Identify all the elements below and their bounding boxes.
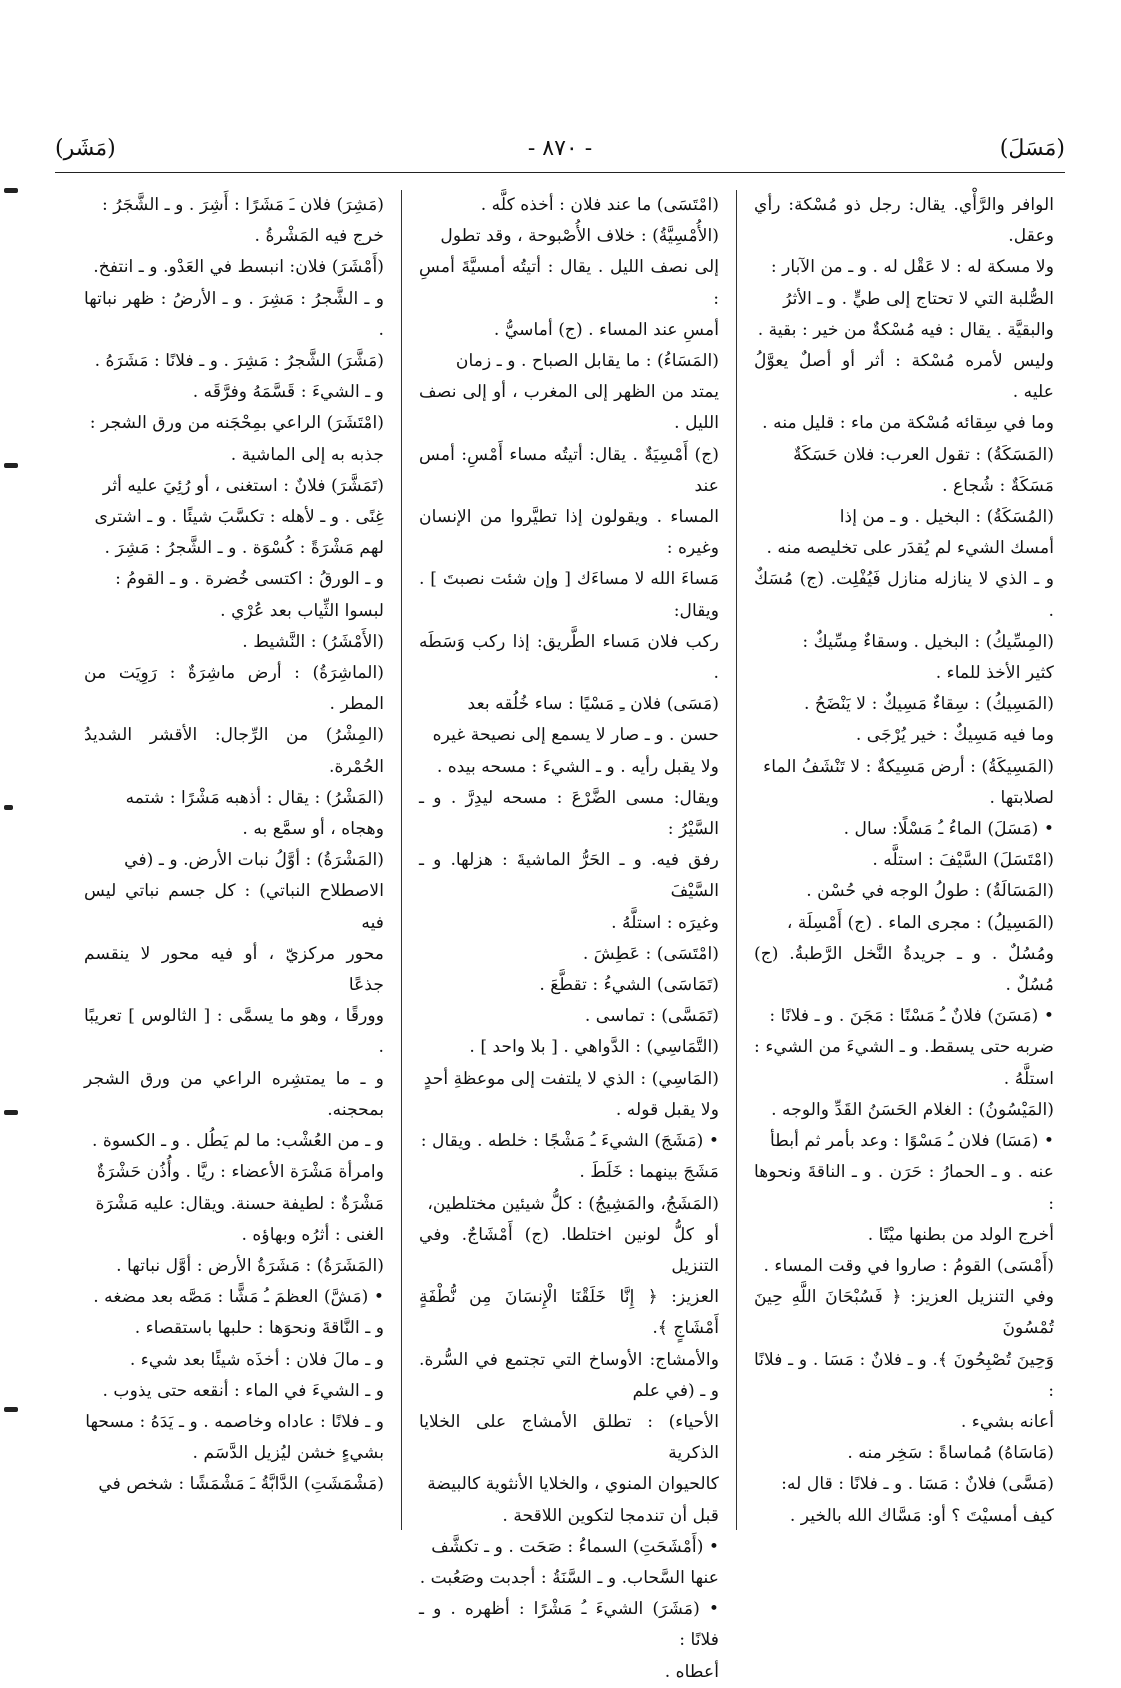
header-right-keyword: (مَسَلَ) <box>999 135 1065 161</box>
entry-line: وورقًا ، وهو ما يسمَّى : [ الثالوس ] تعريبًا . <box>84 1006 384 1058</box>
entry-line: و ـ الورقُ : اكتسى خُضرة . و ـ القومُ : <box>115 569 384 590</box>
entry-line: الأحياء) : تطلق الأمشاج على الخلايا الذكرية <box>419 1411 719 1464</box>
entry-line: أو كلُّ لونين اختلطا. (ج) أَمْشَاجٌ. وفي التنزيل <box>419 1224 719 1276</box>
entry-line: • (مَشَرَ) الشيءَ ـُ مَشْرًا : أظهره . و ـ فلانًا : <box>419 1599 719 1651</box>
entry-line: (المَسِيكَةُ) : أرض مَسِيكةٌ : لا تَنْشَفُ الماء <box>763 756 1054 777</box>
entry-line: ومُسُلٌ . و ـ جريدةُ النَّخل الرَّطبةُ. (ج) مُسُلٌ . <box>754 943 1054 996</box>
entry-line: (المِشْرُ) من الرِّجال: الأقشر الشديدُ الحُمْرة. <box>84 725 384 777</box>
entry-line: (ج) أَمْسِيَةٌ . يقال: أتيتُه مساء أَمْسِ: أمس عند <box>419 444 719 496</box>
entry-line: لصلابتها . <box>989 787 1054 808</box>
header-rule <box>55 172 1065 173</box>
entry-line: الاصطلاح النباتي) : كل جسم نباتي ليس فيه <box>84 881 384 933</box>
entry-line: (تَمَسَّى) : تماسى . <box>584 1006 719 1027</box>
entry-line: وليس لأمره مُسْكة : أثر أو أصلٌ يعوَّلُ عليه . <box>754 351 1054 403</box>
entry-line: (المَسَاءُ) : ما يقابل الصباح . و ـ زمان <box>455 351 719 372</box>
entry-line: و ـ ما يمتشِره الراعي من ورق الشجر بمحجنه. <box>84 1068 384 1120</box>
entry-line: ضربه حتى يسقط. و ـ الشيءَ من الشيء : استلَّهُ . <box>754 1037 1054 1089</box>
entry-line: ولا يقبل قوله . <box>615 1099 719 1120</box>
entry-line: (المَسِيكُ) : سِقاءٌ مَسِيكٌ : لا يَنْضَحُ . <box>803 694 1054 715</box>
entry-line: أعطاه . <box>664 1661 719 1682</box>
entry-line: • (مَسَلَ) الماءُ ـُ مَسْلًا: سال . <box>843 819 1054 840</box>
entry-line: الصُّلبة التي لا تحتاج إلى طيٍّ . و ـ الأثرُ <box>783 288 1054 309</box>
entry-line: وما في سِقائه مُسْكة من ماء : قليل منه . <box>762 413 1054 434</box>
margin-mark <box>4 1407 18 1412</box>
entry-line: حسن . و ـ صار لا يسمع إلى نصيحة غيره <box>432 725 719 746</box>
entry-line: قبل أن تندمجا لتكوين اللاقحة . <box>502 1505 719 1526</box>
entry-line: يمتد من الظهر إلى المغرب ، أو إلى نصف الليل . <box>419 382 719 434</box>
entry-line: (المُسَكَةُ) : البخيل . و ـ من إذا <box>839 507 1054 528</box>
entry-line: الوافر والرَّأْي. يقال: رجل ذو مُسْكة: رأي وعقل. <box>754 195 1054 247</box>
column-right <box>746 190 1062 1530</box>
entry-line: (المَشَجُ، والمَشِيجُ) : كلُّ شيئين مختلطين، <box>427 1193 719 1214</box>
entry-line: و ـ الشيءَ : قَسَّمَهُ وفرَّقَه . <box>192 382 384 403</box>
entry-line: و ـ الشيءَ في الماء : أنقعه حتى يذوب . <box>102 1380 384 1401</box>
entry-line: وفي التنزيل العزيز: ﴿ فَسُبْحَانَ اللَّهِ حِينَ تُمْسُونَ <box>754 1287 1054 1339</box>
entry-line: أمسِ عند المساء . (ج) أماسيُّ . <box>493 319 719 340</box>
entry-line: • (مَسَا) فلان ـُ مَسْوًا : وعد بأمر ثم أبطأ <box>769 1131 1054 1152</box>
entry-line: (المَيْسُونُ) : الغلام الحَسَنُ القَدِّ والوجه . <box>771 1099 1054 1120</box>
header-left-keyword: (مَشَر) <box>55 135 116 161</box>
entry-line: وغيرَه : استلَّهُ . <box>611 912 719 933</box>
entry-line: عنه . و ـ الحمارُ : حَرَن . و ـ الناقةَ ونحوها : <box>754 1162 1054 1214</box>
entry-line: (المَشْرُ) : يقال : أذهبه مَشْرًا : شتمه <box>125 787 384 808</box>
entry-line: خرج فيه المَشْرةُ . <box>254 226 384 247</box>
entry-line: و ـ الشَّجرُ : مَشِرَ . و ـ الأرضُ : ظهر نباتها . <box>84 288 384 340</box>
margin-mark <box>4 188 18 193</box>
entry-line: عنها السَّحاب. و ـ السَّنَةُ : أجدبت وصَعُبت . <box>419 1567 719 1588</box>
entry-line: (مَشْمَشَتِ) الدَّابَّةُ ـَ مَشْمَشًا : شخص في <box>98 1474 384 1495</box>
entry-line: والأمشاج: الأوساخ التي تجتمع في السُّرة. و ـ (في علم <box>419 1349 719 1401</box>
entry-line: محور مركزيّ ، أو فيه محور لا ينقسم جذعًا <box>84 943 384 996</box>
entry-line: لهم مَشْرَةً : كُسْوَة . و ـ الشَّجرُ : مَشِرَ . <box>104 538 384 559</box>
entry-line: مَسَكَةٌ : شُجاع . <box>942 475 1054 496</box>
entry-line: وامرأة مَشْرَة الأعضاء : ريَّا . وأُذُن حَشْرَةٌ <box>96 1162 384 1183</box>
entry-line: (مَسَّى) فلانٌ : مَسَا . و ـ فلانًا : قال له: <box>781 1474 1054 1495</box>
entry-line: (امْتَسَى) ما عند فلان : أخذه كلَّه . <box>480 195 719 215</box>
entry-line: (المَشْرَةُ) : أوَّلُ نبات الأرض. و ـ (في <box>124 850 384 871</box>
entry-line: أعانه بشيء . <box>960 1411 1054 1432</box>
entry-line: (أَمْسَى) القومُ : صاروا في وقت المساء . <box>763 1255 1054 1276</box>
entry-line: كالحيوان المنوي ، والخلايا الأنثوية كالبيضة <box>427 1474 719 1495</box>
entry-line: (تَمَشَّرَ) فلانٌ : استغنى ، أو رُئِيَ عليه أثر <box>102 475 384 496</box>
entry-line: و ـ الذي لا ينازله منازل فَيُفْلِت. (ج) مُسَكٌ . <box>754 569 1054 621</box>
entry-line: و ـ فلانًا : عاداه وخاصمه . و ـ يَدَهُ : مسحها <box>85 1411 384 1432</box>
entry-line: أمسك الشيء لم يُقدَر على تخليصه منه . <box>766 538 1054 559</box>
entry-line: غِنًى . و ـ لأهله : تكسَّبَ شيئًا . و ـ اشترى <box>94 507 384 528</box>
entry-line: (مَاسَاهُ) مُماساةً : سَخِر منه . <box>847 1443 1054 1464</box>
entry-line: (تَمَاسَى) الشيءُ : تقطَّعَ . <box>539 975 719 996</box>
entry-line: (المَشَرَةُ) : مَشَرَةُ الأرض : أوَّل نباتها . <box>116 1255 384 1276</box>
column-divider <box>401 190 402 1530</box>
margin-mark <box>4 1110 18 1115</box>
entry-line: (امْتَسَى) : عَطِشَ . <box>582 943 719 964</box>
entry-line: مَساءَ الله لا مساءَك [ وإن شئت نصبتَ ] . ويقال: <box>419 569 719 621</box>
entry-line: العزيز: ﴿ إِنَّا خَلَقْنَا الْإِنسَانَ مِن نُّطْفَةٍ أَمْشَاجٍ ﴾. <box>419 1287 719 1339</box>
text-columns <box>62 190 1062 1682</box>
entry-line: (مَشِرَ) فلان ـَ مَشَرًا : أَشِرَ . و ـ الشَّجَرُ : <box>102 195 384 215</box>
page-header <box>55 126 1065 170</box>
entry-line: كيف أمسيْتَ ؟ أو: مَسَّاك الله بالخير . <box>789 1505 1054 1526</box>
entry-line: رفق فيه. و ـ الحَرُّ الماشيةَ : هزلها. و ـ السَّيْفَ <box>419 850 719 902</box>
entry-line: ولا مسكة له : لا عَقْل له . و ـ من الآبار : <box>770 257 1054 278</box>
entry-line: (امْتَسَلَ) السَّيْفَ : استلَّه . <box>872 850 1054 871</box>
entry-line: • (مَسَنَ) فلانٌ ـُ مَسْنًا : مَجَنَ . و ـ فلانًا : <box>769 1006 1054 1027</box>
entry-line: أخرج الولد من بطنها ميْتًا . <box>867 1224 1054 1245</box>
entry-line: (الأَمْشَرُ) : النَّشيط . <box>242 631 384 652</box>
entry-line: بشيءٍ خشن ليُزيل الدَّسَم . <box>192 1443 384 1464</box>
entry-line: ركب فلان مَساء الطَّريق: إذا ركب وَسَطَه . <box>419 631 719 684</box>
column-left <box>76 190 392 1530</box>
entry-line: (أَمْشَرَ) فلان: انبسط في العَدْو. و ـ انتفخ. <box>93 257 384 278</box>
column-divider <box>736 190 737 1530</box>
entry-line: (المَسِيلُ) : مجرى الماء . (ج) أَمْسِلَة ، <box>786 912 1054 933</box>
entry-line: و ـ النَّاقةَ ونحوَها : حلبها باستقصاء . <box>134 1318 384 1339</box>
entry-line: إلى نصف الليل . يقال : أتيتُه أمسيَّةَ أمسِ : <box>419 257 719 309</box>
entry-line: (مَشَّرَ) الشَّجرُ : مَشِرَ . و ـ فلانًا : مَشَرَهُ . <box>94 351 384 372</box>
entry-line: مَشْرَةٌ : لطيفة حسنة. ويقال: عليه مَشْرَة <box>95 1193 384 1214</box>
entry-line: مَشَجَ بينهما : خَلَطَ . <box>579 1162 719 1183</box>
entry-line: (مَسَى) فلان ـِ مَسْيًا : ساء خُلُقه بعد <box>467 694 719 715</box>
entry-line: ويقال: مسى الضَّرْعَ : مسحه ليدِرَّ . و ـ السَّيْرُ : <box>419 787 719 840</box>
entry-line: وَحِينَ تُصْبِحُونَ ﴾. و ـ فلانٌ : مَسَا . و ـ فلانًا : <box>754 1349 1054 1401</box>
entry-line: (التَّمَاسِي) : الدَّواهي . [ بلا واحد ] . <box>469 1037 719 1058</box>
entry-line: • (مَشَّ) العظمَ ـُ مَشًّا : مَصَّه بعد مضغه . <box>93 1287 384 1308</box>
entry-line: (امْتَشَرَ) الراعي بمِحْجَنه من ورق الشجر : <box>89 413 384 434</box>
entry-line: (المَاسِي) : الذي لا يلتفت إلى موعظةِ أحدٍ <box>423 1068 719 1089</box>
entry-line: (المَسَكَةُ) : تقول العرب: فلان حَسَكَةٌ <box>793 444 1054 465</box>
entry-line: (الماشِرَةُ) : أرض ماشِرَةٌ : رَوِيَت من المطر . <box>84 663 384 715</box>
margin-mark <box>4 463 18 468</box>
entry-line: و ـ مالَ فلان : أخذَه شيئًا بعد شيء . <box>129 1349 384 1370</box>
entry-line: الغنى : أثرُه وبهاؤه . <box>241 1224 384 1245</box>
entry-line: و ـ من العُشْب: ما لم يَطُل . و ـ الكسوة . <box>91 1131 384 1152</box>
entry-line: كثير الأخذ للماء . <box>935 663 1054 684</box>
entry-line: لبسوا الثِّياب بعد عُرْي . <box>220 600 384 621</box>
entry-line: المساء . ويقولون إذا تطيَّروا من الإنسان وغيره : <box>419 507 719 559</box>
column-middle <box>411 190 727 1682</box>
entry-line: وما فيه مَسِيكٌ : خير يُرْجَى . <box>855 725 1054 746</box>
margin-mark <box>4 805 13 810</box>
entry-line: جذبه به إلى الماشية . <box>230 444 384 465</box>
entry-line: ولا يقبل رأيه . و ـ الشيءَ : مسحه بيده . <box>436 756 719 777</box>
entry-line: • (مَشَجَ) الشيءَ ـُ مَشْجًا : خلطه . ويقال : <box>420 1131 719 1152</box>
entry-line: (المِسِّيكُ) : البخيل . وسقاءٌ مِسِّيكٌ : <box>802 631 1054 652</box>
entry-line: (المَسَالَةُ) : طولُ الوجه في حُسْن . <box>806 881 1054 902</box>
entry-line: • (أَمْشَحَتِ) السماءُ : صَحَت . و ـ تكشَّف <box>431 1536 719 1557</box>
entry-line: وهجاه ، أو سمَّع به . <box>242 819 384 840</box>
page-number: - ٨٧٠ - <box>527 135 593 161</box>
entry-line: والبقيَّة . يقال : فيه مُسْكةٌ من خير : بقية . <box>757 319 1054 340</box>
entry-line: (الأُمْسِيَّةُ) : خلاف الأُصْبوحة ، وقد تطول <box>440 226 719 247</box>
